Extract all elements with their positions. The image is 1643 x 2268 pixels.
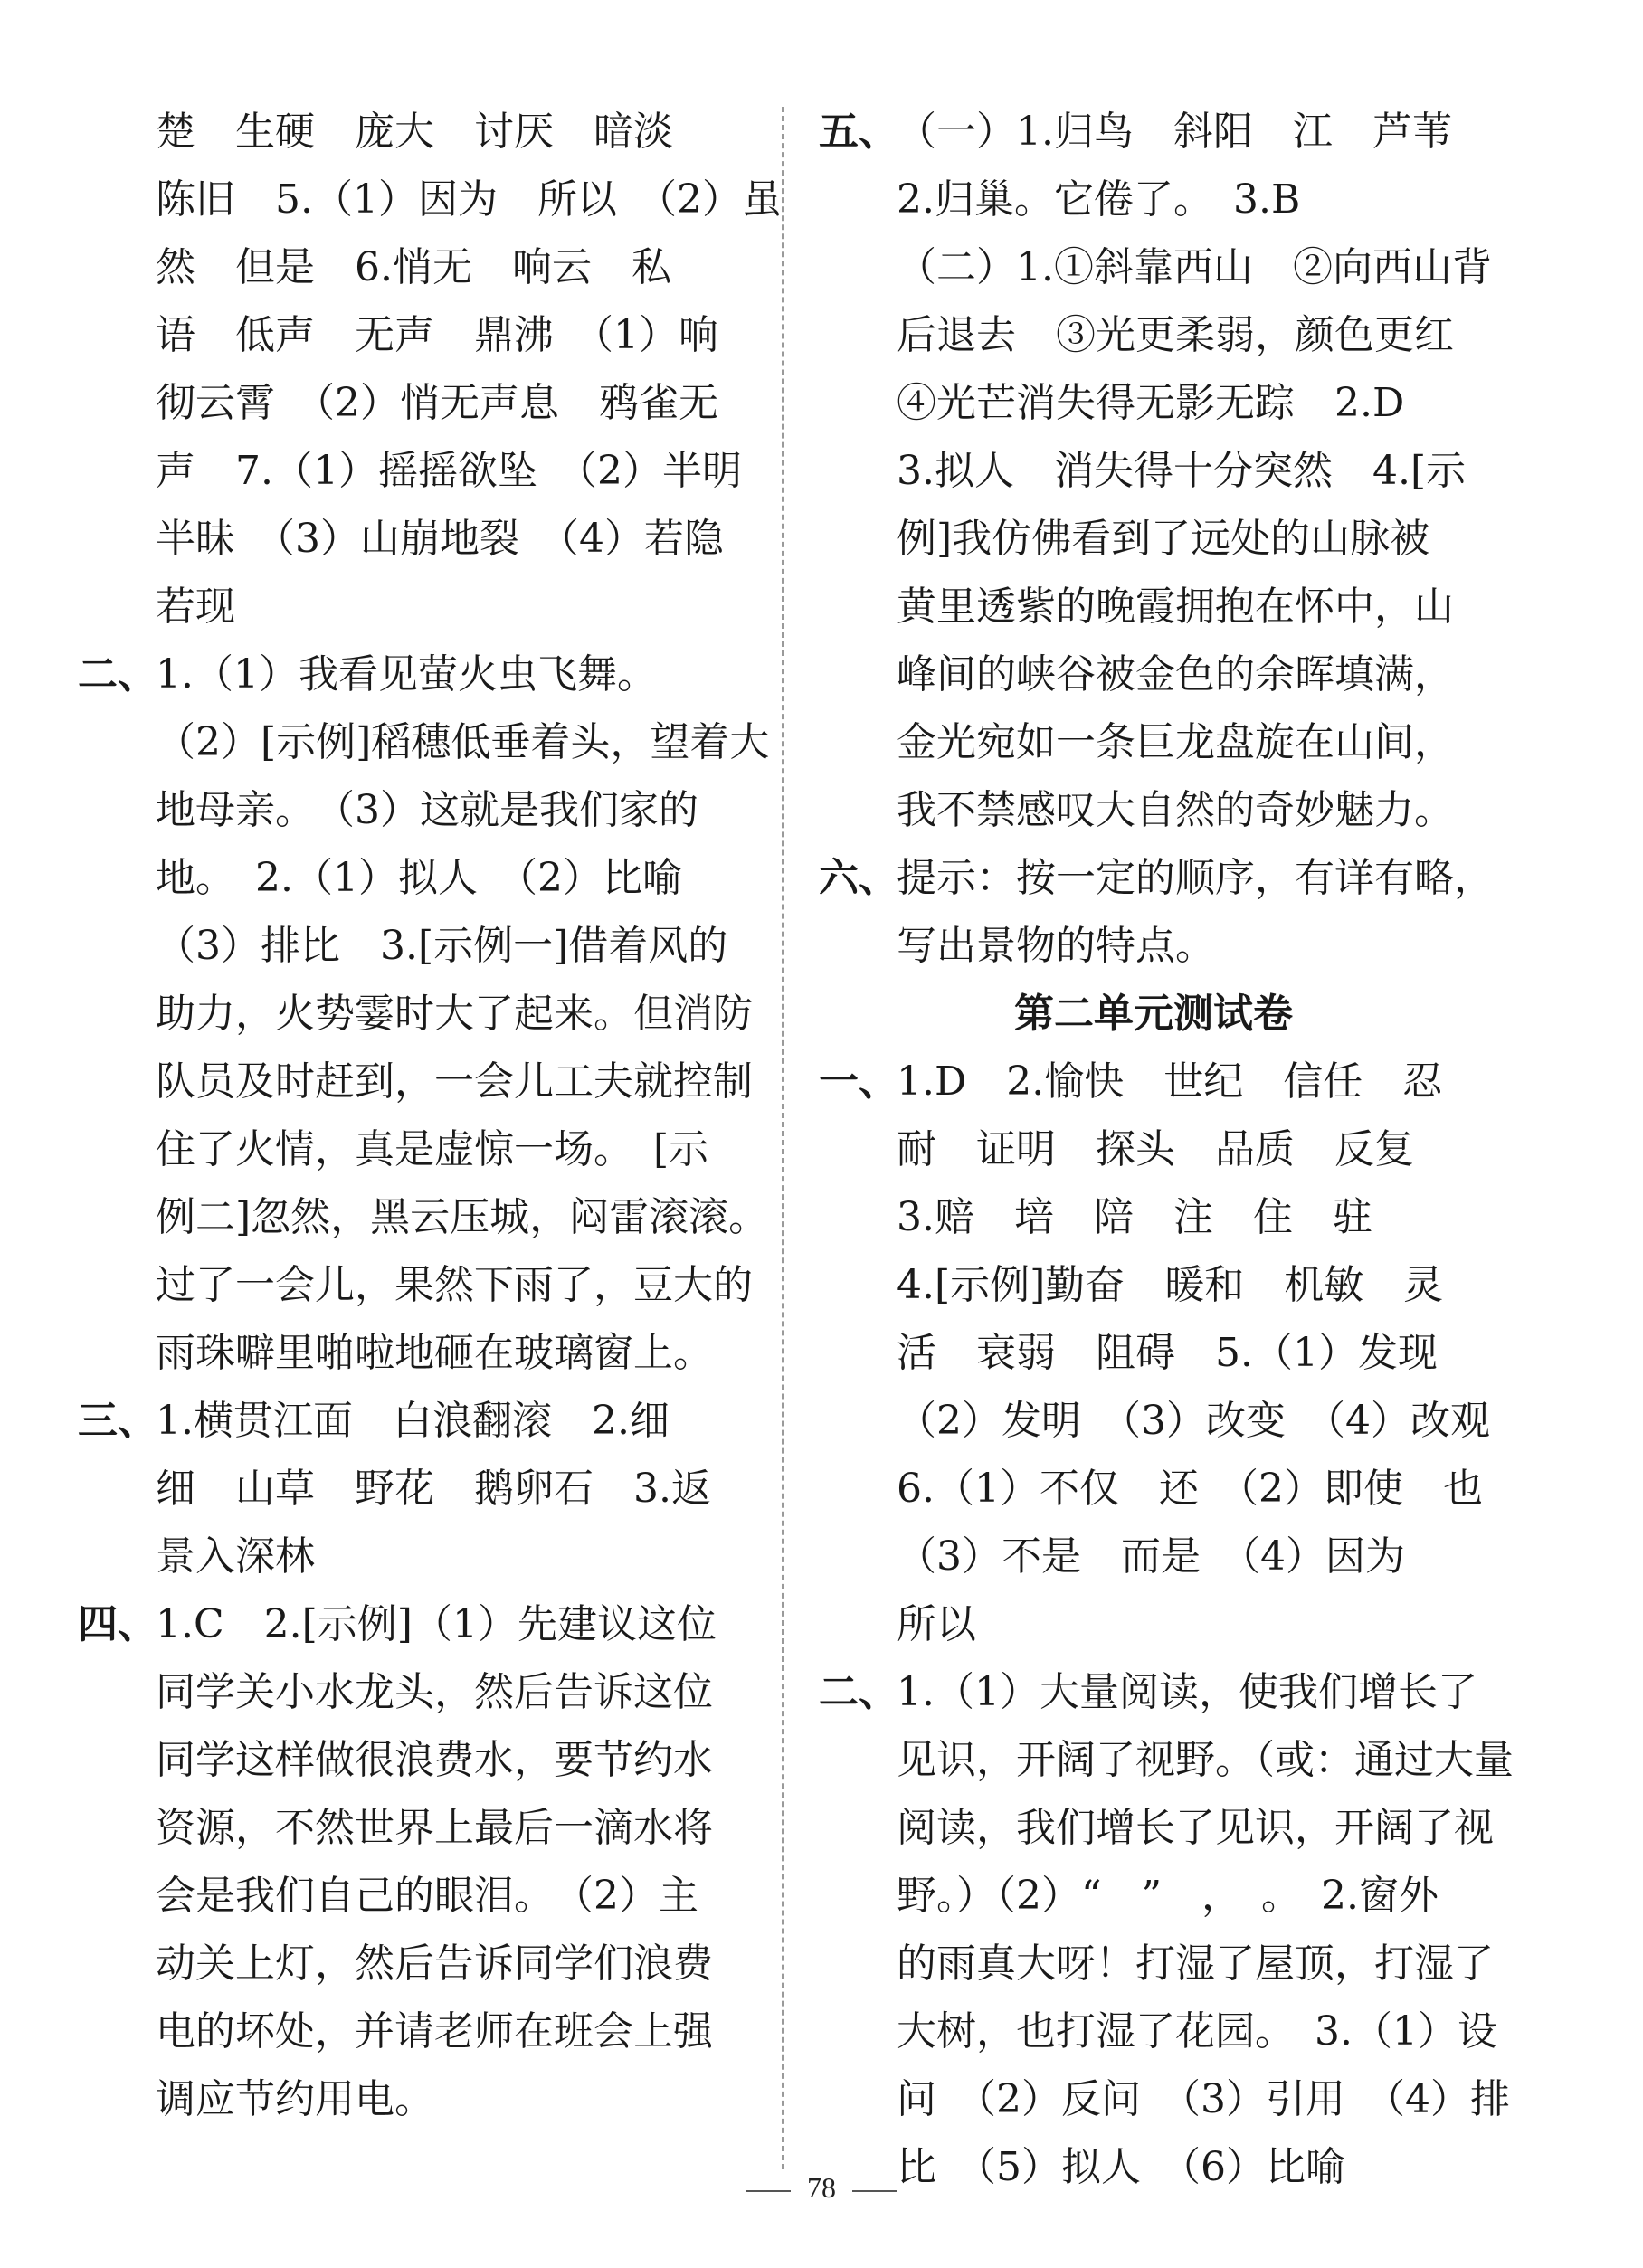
answer-line: （一）1.归鸟 斜阳 江 芦苇 [897,109,1452,155]
left-column [78,98,782,2133]
answer-line: 1.（1）我看见萤火虫飞舞。 [156,651,657,697]
answer-line: 地。 2.（1）拟人 （2）比喻 [156,855,682,901]
answer-line: 耐 证明 探头 品质 反复 [897,1126,1414,1172]
section-number: 四、 [78,1601,157,1647]
answer-line: 提示：按一定的顺序，有详有略， [897,855,1494,901]
answer-line: 队员及时赶到，一会儿工夫就控制 [156,1058,753,1105]
answer-line: 若现 [156,584,235,630]
answer-line: （3）不是 而是 （4）因为 [897,1533,1405,1580]
answer-line: 动关上灯，然后告诉同学们浪费 [156,1941,713,1987]
section-number: 二、 [819,1669,898,1715]
answer-line: 助力，火势霎时大了起来。但消防 [156,991,753,1037]
answer-line: ④光芒消失得无影无踪 2.D [897,380,1405,426]
answer-line: 阅读，我们增长了见识，开阔了视 [897,1805,1494,1851]
section-title: 第二单元测试卷 [1014,991,1293,1037]
section-number: 一、 [819,1058,898,1105]
answer-line: 2.归巢。它倦了。 3.B [897,176,1301,223]
answer-line: 后退去 ③光更柔弱，颜色更红 [897,312,1454,358]
answer-line: 金光宛如一条巨龙盘旋在山间， [897,719,1454,765]
answer-line: 1.C 2.[示例]（1）先建议这位 [156,1601,717,1647]
section-number: 二、 [78,651,157,697]
section-number: 六、 [819,855,898,901]
answer-section [78,98,782,641]
answer-line: 比 （5）拟人 （6）比喻 [897,2144,1345,2190]
answer-line: 峰间的峡谷被金色的余晖填满， [897,651,1454,697]
answer-line: 6.（1）不仅 还 （2）即使 也 [897,1466,1483,1512]
answer-line: 1.（1）大量阅读，使我们增长了 [897,1669,1477,1715]
answer-line: 住了火情，真是虚惊一场。 [示 [156,1126,709,1172]
answer-line: 问 （2）反问 （3）引用 （4）排 [897,2076,1510,2122]
answer-line: 活 衰弱 阻碍 5.（1）发现 [897,1330,1438,1376]
answer-line: 例]我仿佛看到了远处的山脉被 [897,516,1430,562]
answer-line: 雨珠噼里啪啦地砸在玻璃窗上。 [156,1330,713,1376]
answer-line: （2）[示例]稻穗低垂着头，望着大 [156,719,770,765]
answer-section [78,1387,747,1590]
answer-line: 例二]忽然，黑云压城，闷雷滚滚。 [156,1194,769,1240]
answer-line: 同学关小水龙头，然后告诉这位 [156,1669,713,1715]
answer-line: （二）1.①斜靠西山 ②向西山背 [897,244,1492,290]
answer-section [78,1590,747,2133]
answer-line: 语 低声 无声 鼎沸 （1）响 [156,312,718,358]
answer-line: 同学这样做很浪费水，要节约水 [156,1737,713,1783]
answer-section [819,1048,1488,1658]
answer-line: 的雨真大呀！打湿了屋顶，打湿了 [897,1941,1494,1987]
answer-line: 1.D 2.愉快 世纪 信任 忍 [897,1058,1443,1105]
answer-line: 会是我们自己的眼泪。 （2）主 [156,1873,698,1919]
answer-line: 半昧 （3）山崩地裂 （4）若隐 [156,516,724,562]
answer-line: 细 山草 野花 鹅卵石 3.返 [156,1466,711,1512]
answer-line: 见识，开阔了视野。（或：通过大量 [897,1737,1514,1783]
answer-line: 3.拟人 消失得十分突然 4.[示 [897,448,1467,494]
section-number: 三、 [78,1398,157,1444]
answer-line: 陈旧 5.（1）因为 所以 （2）虽 [156,176,782,223]
answer-section [819,844,1494,980]
column-divider [782,107,784,2169]
page-footer [0,2171,1643,2205]
footer-dash-right [852,2190,897,2192]
answer-line: 调应节约用电。 [156,2076,434,2122]
answer-line: 4.[示例]勤奋 暖和 机敏 灵 [897,1262,1444,1308]
right-column-bottom [819,1048,1514,2201]
answer-line: 过了一会儿，果然下雨了，豆大的 [156,1262,753,1308]
answer-section [78,641,770,1387]
answer-line: 楚 生硬 庞大 讨厌 暗淡 [156,109,673,155]
right-column-top [819,98,1494,980]
footer-dash-left [746,2190,791,2192]
answer-line: 电的坏处，并请老师在班会上强 [156,2008,713,2054]
right-column [819,98,1514,2201]
answer-section [819,1658,1514,2201]
answer-line: 3.赔 培 陪 注 住 驻 [897,1194,1372,1240]
answer-line: 景入深林 [156,1533,315,1580]
page-number: 78 [807,2171,836,2204]
answer-line: 大树，也打湿了花园。 3.（1）设 [897,2008,1497,2054]
answer-line: 资源，不然世界上最后一滴水将 [156,1805,713,1851]
answer-line: 写出景物的特点。 [897,923,1215,969]
answer-line: 我不禁感叹大自然的奇妙魅力。 [897,787,1454,833]
answer-line: 所以 [897,1601,976,1647]
answer-line: 彻云霄 （2）悄无声息 鸦雀无 [156,380,718,426]
answer-line: 黄里透紫的晚霞拥抱在怀中，山 [897,584,1454,630]
answer-line: （2）发明 （3）改变 （4）改观 [897,1398,1490,1444]
answer-section [819,98,1492,844]
answer-line: 野。）（2）“ ” ， 。 2.窗外 [897,1873,1439,1919]
answer-line: 地母亲。 （3）这就是我们家的 [156,787,698,833]
section-number: 五、 [819,109,898,155]
answer-line: 声 7.（1）摇摇欲坠 （2）半明 [156,448,742,494]
answer-line: 1.横贯江面 白浪翻滚 2.细 [156,1398,670,1444]
answer-line: （3）排比 3.[示例一]借着风的 [156,923,728,969]
answer-line: 然 但是 6.悄无 响云 私 [156,244,671,290]
